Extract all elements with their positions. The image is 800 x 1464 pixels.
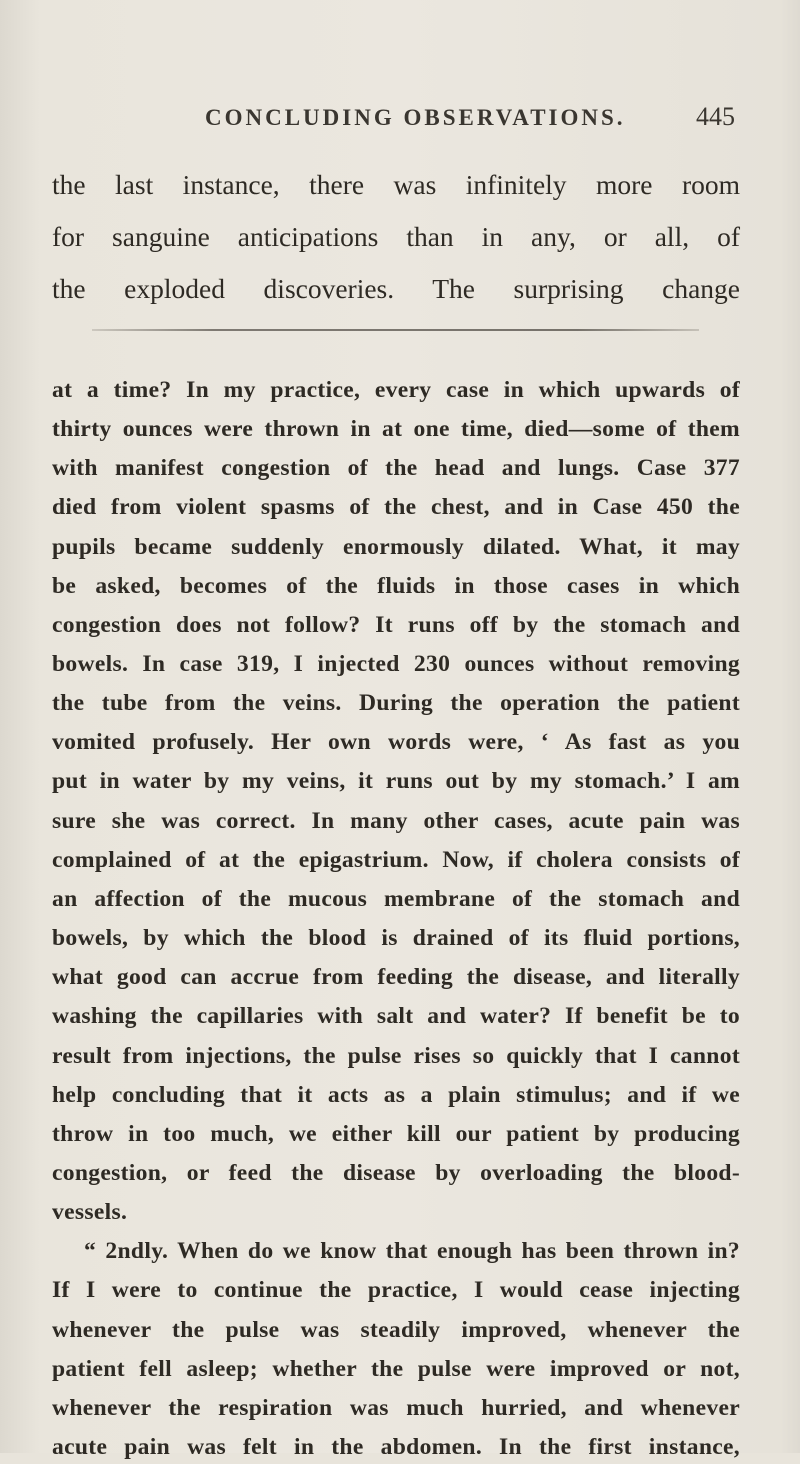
text-line: pupils became suddenly enormously dilated. What, it may [52, 534, 740, 560]
text-line: congestion, or feed the disease by overloading the blood- [52, 1160, 740, 1186]
running-title: CONCLUDING OBSERVATIONS. [205, 105, 626, 130]
text-line: with manifest congestion of the head and lungs. Case 377 [52, 455, 740, 481]
text-line: patient fell asleep; whether the pulse were improved or not, [52, 1356, 740, 1382]
text-line: vomited profusely. Her own words were, ‘ As fast as you [52, 729, 740, 755]
text-line: the exploded discoveries. The surprising change [52, 273, 740, 304]
text-line: vessels. [52, 1199, 128, 1225]
running-head [205, 102, 735, 145]
text-line: washing the capillaries with salt and water? If benefit be to [52, 1003, 740, 1029]
page-number: 445 [696, 102, 735, 131]
text-line: help concluding that it acts as a plain stimulus; and if we [52, 1082, 740, 1108]
text-line: whenever the pulse was steadily improved, whenever the [52, 1317, 740, 1343]
divider-rule [92, 329, 699, 331]
text-line: be asked, becomes of the fluids in those cases in which [52, 573, 740, 599]
text-line: thirty ounces were thrown in at one time, died—some of them [52, 416, 740, 442]
text-line: result from injections, the pulse rises so quickly that I cannot [52, 1043, 740, 1069]
text-line: throw in too much, we either kill our patient by producing [52, 1121, 740, 1147]
text-line: whenever the respiration was much hurried, and whenever [52, 1395, 740, 1421]
text-line: congestion does not follow? It runs off by the stomach and [52, 612, 740, 638]
text-line: sure she was correct. In many other cases, acute pain was [52, 808, 740, 834]
text-line: put in water by my veins, it runs out by my stomach.’ I am [52, 768, 740, 794]
text-line: acute pain was felt in the abdomen. In the first instance, [52, 1434, 740, 1460]
text-line: complained of at the epigastrium. Now, if cholera consists of [52, 847, 740, 873]
text-line: the tube from the veins. During the operation the patient [52, 690, 740, 716]
text-line: “ 2ndly. When do we know that enough has been thrown in? [84, 1238, 740, 1264]
text-line: If I were to continue the practice, I would cease injecting [52, 1277, 740, 1303]
text-line: the last instance, there was infinitely more room [52, 169, 740, 200]
text-line: an affection of the mucous membrane of the stomach and [52, 886, 740, 912]
text-line: died from violent spasms of the chest, and in Case 450 the [52, 494, 740, 520]
text-line: for sanguine anticipations than in any, or all, of [52, 221, 740, 252]
text-line: what good can accrue from feeding the disease, and literally [52, 964, 740, 990]
text-line: bowels, by which the blood is drained of its fluid portions, [52, 925, 740, 951]
text-line: at a time? In my practice, every case in which upwards of [52, 377, 740, 403]
text-line: bowels. In case 319, I injected 230 ounces without removing [52, 651, 740, 677]
